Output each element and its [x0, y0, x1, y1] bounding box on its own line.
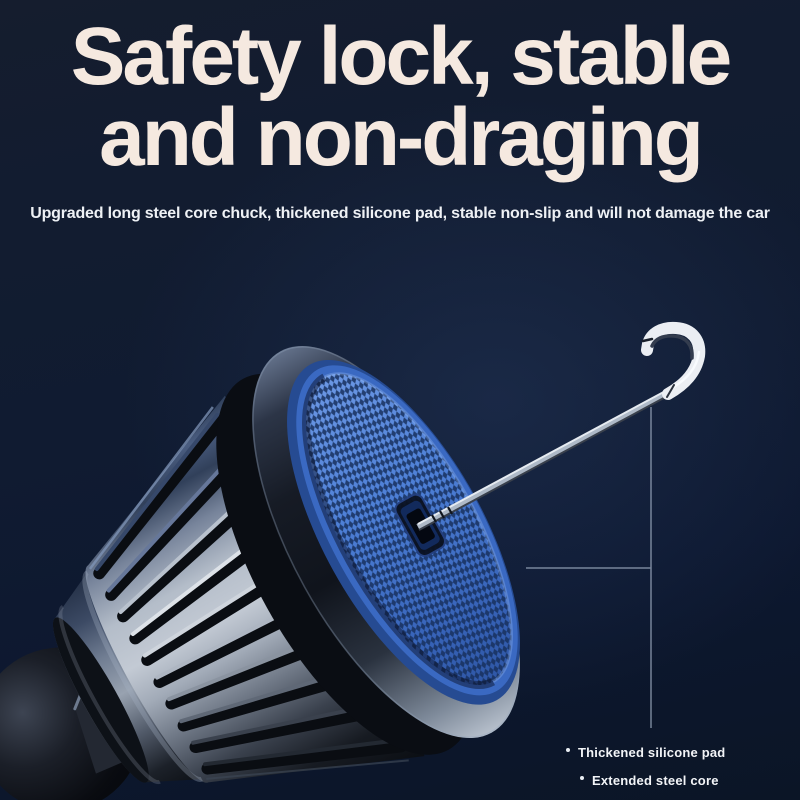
subtitle: Upgraded long steel core chuck, thickened silicone pad, stable non-slip and will not damage the car	[30, 205, 770, 222]
title-line-1: Safety lock, stable	[70, 11, 730, 102]
title-line-2: and non-draging	[99, 92, 701, 183]
callout-label: Extended steel core	[592, 773, 719, 788]
bullet-dot	[580, 776, 584, 780]
hook-end	[643, 328, 699, 397]
steel-core-rod	[418, 387, 673, 530]
bullet-dot	[566, 748, 570, 752]
callout-silicone-pad	[566, 745, 725, 760]
callout-label: Thickened silicone pad	[578, 745, 726, 760]
callout-steel-core	[580, 773, 719, 788]
